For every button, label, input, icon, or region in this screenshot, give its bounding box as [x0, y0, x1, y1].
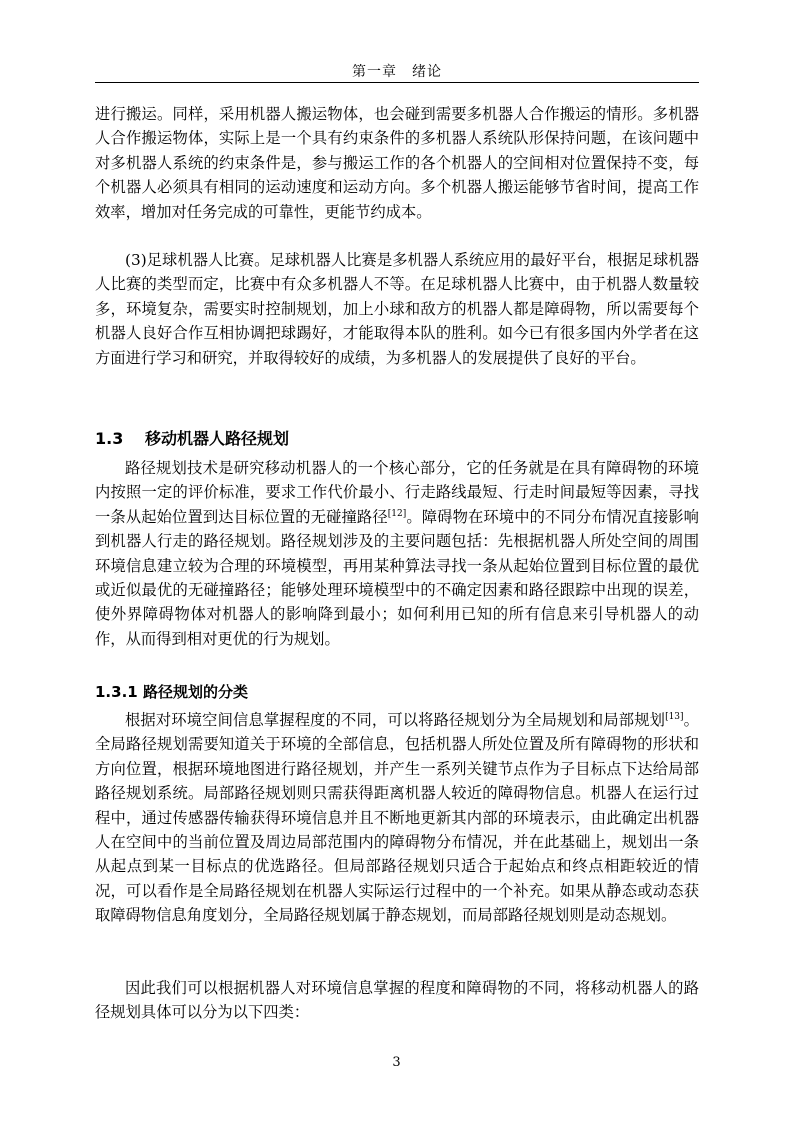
subsection-title: 路径规划的分类	[142, 683, 248, 701]
paragraph-path-planning	[95, 456, 699, 651]
subsection-number: 1.3.1	[95, 683, 138, 701]
paragraph-transport	[95, 102, 699, 224]
running-header: 第一章 绪论	[352, 64, 442, 80]
section-heading	[95, 426, 289, 449]
section-title: 移动机器人路径规划	[145, 429, 290, 448]
paragraph-text: 因此我们可以根据机器人对环境信息掌握的程度和障碍物的不同，将移动机器人的路径规划具体可以分为以下四类：	[95, 979, 699, 1022]
citation-ref: [12]	[387, 508, 407, 519]
header-rule	[95, 82, 699, 83]
paragraph-soccer-robots	[95, 248, 699, 370]
paragraph-text: 进行搬运。同样，采用机器人搬运物体，也会碰到需要多机器人合作搬运的情形。多机器人合作搬运物体，实际上是一个具有约束条件的多机器人系统队形保持问题，在该问题中对多机器人系统的约束条件是，参与搬运工作的各个机器人的空间相对位置保持不变，每个机器人必须具有相同的运动速度和运动方向。多个机器人搬运能够节省时间，提高工作效率，增加对任务完成的可靠性，更能节约成本。	[95, 105, 699, 221]
page-number: 3	[392, 1055, 401, 1070]
paragraph-four-types	[95, 976, 699, 1025]
paragraph-text: 根据对环境空间信息掌握程度的不同，可以将路径规划分为全局规划和局部规划	[125, 711, 666, 729]
paragraph-text: (3)足球机器人比赛。足球机器人比赛是多机器人系统应用的最好平台，根据足球机器人比赛的类型而定，比赛中有众多机器人不等。在足球机器人比赛中，由于机器人数量较多，环境复杂，需要实时控制规划，加上小球和敌方的机器人都是障碍物，所以需要每个机器人良好合作互相协调把球踢好，才能取得本队的胜利。如今已有很多国内外学者在这方面进行学习和研究，并取得较好的成绩，为多机器人的发展提供了良好的平台。	[95, 251, 699, 367]
subsection-heading	[95, 681, 248, 702]
paragraph-text: 。全局路径规划需要知道关于环境的全部信息，包括机器人所处位置及所有障碍物的形状和方向位置，根据环境地图进行路径规划，并产生一系列关键节点作为子目标点下达给局部路径规划系统。局部路径规划则只需获得距离机器人较近的障碍物信息。机器人在运行过程中，通过传感器传输获得环境信息并且不断地更新其内部的环境表示，由此确定出机器人在空间中的当前位置及周边局部范围内的障碍物分布情况，并在此基础上，规划出一条从起点到某一目标点的优选路径。但局部路径规划只适合于起始点和终点相距较近的情况，可以看作是全局路径规划在机器人实际运行过程中的一个补充。如果从静态或动态获取障碍物信息角度划分，全局路径规划属于静态规划，而局部路径规划则是动态规划。	[95, 711, 699, 925]
paragraph-text: 。障碍物在环境中的不同分布情况直接影响到机器人行走的路径规划。路径规划涉及的主要问题包括：先根据机器人所处空间的周围环境信息建立较为合理的环境模型，再用某种算法寻找一条从起始位置到目标位置的最优或近似最优的无碰撞路径；能够处理环境模型中的不确定因素和路径跟踪中出现的误差，使外界障碍物体对机器人的影响降到最小；如何利用已知的所有信息来引导机器人的动作，从而得到相对更优的行为规划。	[95, 507, 699, 648]
section-number: 1.3	[95, 429, 124, 448]
paragraph-text: 路径规划技术是研究移动机器人的一个核心部分，它的任务就是在具有障碍物的环境内按照一定的评价标准，要求工作代价最小、行走路线最短、行走时间最短等因素，寻找一条从起始位置到达目标位置的无碰撞路径	[95, 459, 699, 526]
paragraph-classification	[95, 708, 699, 928]
citation-ref: [13]	[665, 711, 684, 722]
